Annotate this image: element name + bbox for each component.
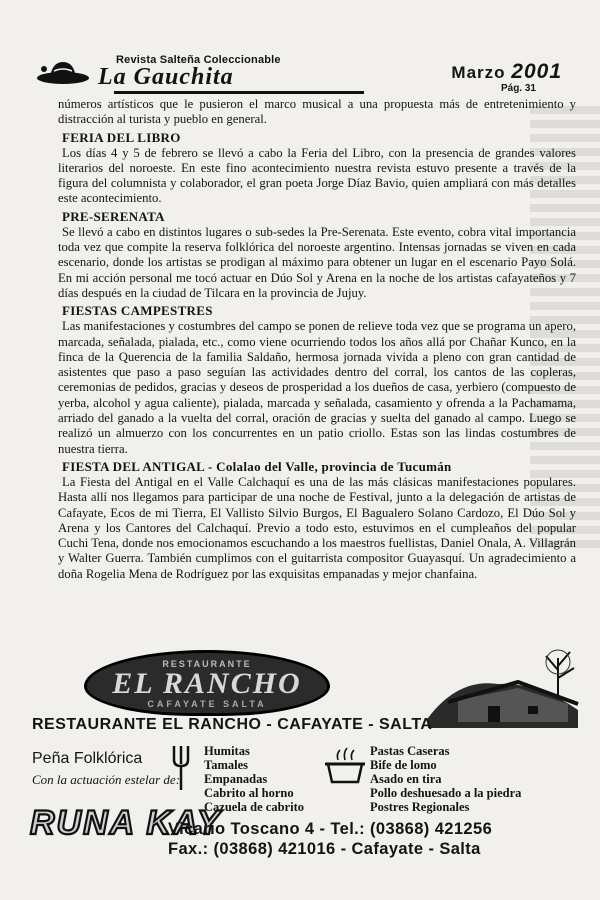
menu-item: Cazuela de cabrito [204, 800, 304, 814]
menu-item: Humitas [204, 744, 250, 758]
sign-top-text: RESTAURANTE [162, 659, 252, 669]
fork-icon [168, 744, 198, 792]
issue-date [451, 60, 562, 84]
ad-title: RESTAURANTE EL RANCHO - CAFAYATE - SALTA [32, 716, 433, 733]
menu-item: Cabrito al horno [204, 786, 294, 800]
section-heading: FERIA DEL LIBRO [62, 129, 181, 145]
band-name: RUNA KAY [30, 804, 222, 842]
page-number: Pág. 31 [500, 83, 536, 94]
issue-year: 2001 [511, 60, 562, 83]
restaurant-advertisement [28, 640, 588, 890]
menu-item: Pastas Caseras [370, 744, 450, 758]
title-underline [114, 91, 364, 94]
section-paragraph: La Fiesta del Antigal en el Valle Calchaquí es una de las más clásicas manifestaciones populares. Hasta allí nos llegamos para participar de una noche de Festival, junto a la delegación de artistas de Cafayate, Ecos de mi Tierra, El Vallisto Silvio Burgos, El Bagualero Solano Cardozo, El Dúo Sol y Arena y los Cantores del Calchaquí. Previo a todo esto, estuvimos en el cumpleaños del popular Cuchi Tena, donde nos emocionamos escuchando a los maestros fuellistas, Daniel Onala, A. Villagrán y Walter Guerra. También cumplimos con el guitarrista compositor Guayasquí. Un agradecimiento a doña Rogelia Mena de Rodríguez por las exquisitas empanadas y mejor chanfaina. [58, 474, 576, 581]
performance-label: Con la actuación estelar de: [32, 772, 181, 787]
issue-month: Marzo [451, 63, 506, 82]
address-phone: Vicario Toscano 4 - Tel.: (03868) 421256 [168, 820, 493, 838]
section-paragraph: Se llevó a cabo en distintos lugares o sub-sedes la Pre-Serenata. Este evento, cobra vital importancia toda vez que compite la reserva folklórica del noroeste argentino. Intensas jornadas se viven en cada escenario, donde los artistas se prodigan al máximo para obtener un lugar en el escenario Payo Solá. En mi acción personal me tocó actuar en Dúo Sol y Arena en la noche de los artistas cafayateños y 7 días después en la ciudad de Tilcara en la provincia de Jujuy. [58, 224, 576, 300]
article-intro: números artísticos que le pusieron el marco musical a una propuesta más de entretenimiento y distracción al turista y pueblo en general. [58, 97, 576, 127]
magazine-subtitle: Revista Salteña Coleccionable [116, 54, 281, 66]
magazine-title: La Gauchita [98, 64, 234, 90]
menu-item: Tamales [204, 758, 248, 772]
section-paragraph: Las manifestaciones y costumbres del campo se ponen de relieve toda vez que se programa un apero, marcada, señalada, pialada, etc., como viene ocurriendo todos los años allá por Chañar Kunco, en la finca de la Querencia de la familia Saldaño, hermosa jornada vivida a pleno con gran cantidad de asistentes que paso a paso seguían las actividades dentro del corral, los cantos de las copleras, ceremonias de pedidos, gracias y deseos de prosperidad a los dueños de casa, yerbiero (compuesto de yerba, alcohol y agua caliente), pialada, marcada y señalada, casamiento y ofrenda a la Pachamama, arriado del ganado a la vuelta del corral, oración de gracias y suelta del ganado al campo. Luego se realizó un almuerzo con los concurrentes en un patio criollo. Estas son las lindas costumbres de nuestra tierra. [58, 319, 576, 456]
cooking-pot-icon [324, 744, 366, 786]
section-heading: FIESTA DEL ANTIGAL - Colalao del Valle, provincia de Tucumán [62, 458, 452, 474]
menu-item: Empanadas [204, 772, 268, 786]
article-body [58, 97, 576, 582]
fax-location: Fax.: (03868) 421016 - Cafayate - Salta [168, 840, 481, 858]
section-heading: FIESTAS CAMPESTRES [62, 303, 213, 319]
menu-item: Bife de lomo [370, 758, 437, 772]
page-header [36, 52, 576, 102]
menu-item: Pollo deshuesado a la piedra [370, 786, 522, 800]
sign-bottom-text: CAFAYATE SALTA [147, 699, 267, 709]
sign-main-text: EL RANCHO [112, 667, 302, 700]
menu-item: Postres Regionales [370, 800, 470, 814]
restaurant-sign [84, 650, 330, 716]
section-heading: PRE-SERENATA [62, 208, 165, 224]
menu-item: Asado en tira [370, 772, 442, 786]
rancho-house-illustration-icon [418, 648, 588, 728]
menu-left [204, 744, 304, 814]
band-logo [28, 790, 222, 846]
section-paragraph: Los días 4 y 5 de febrero se llevó a cabo la Feria del Libro, con la presencia de grandes valores literarios del noroeste. En este fino acontecimiento nuestra revista estuvo presente a través de la figura del columnista y colaborador, el gran poeta Jorge Díaz Bavio, quien ampliará con más detalles este acontecimiento. [58, 145, 576, 206]
pena-folklorica-label: Peña Folklórica [32, 750, 143, 767]
menu-right [370, 744, 521, 814]
gaucho-hat-logo-icon [36, 58, 90, 88]
